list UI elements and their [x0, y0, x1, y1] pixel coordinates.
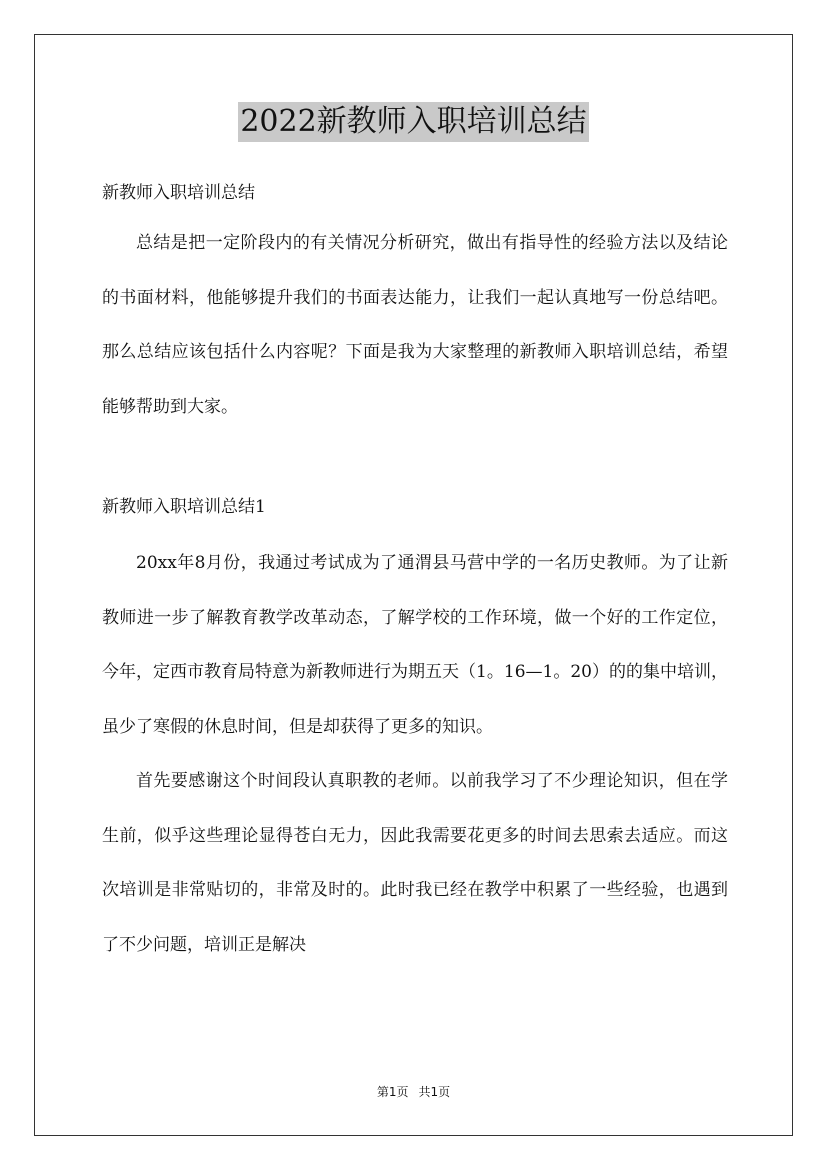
page-total: 共1页 — [418, 1085, 451, 1099]
section1-paragraph-2: 首先要感谢这个时间段认真职教的老师。以前我学习了不少理论知识，但在学生前，似乎这些理论显得苍白无力，因此我需要花更多的时间去思索去适应。而这次培训是非常贴切的，非常及时的。此时我已经在教学中积累了一些经验，也遇到了不少问题，培训正是解决 — [102, 771, 728, 955]
intro-heading: 新教师入职培训总结 — [102, 183, 255, 203]
document-title: 2022新教师入职培训总结 — [238, 102, 588, 142]
page-footer — [0, 1083, 827, 1100]
document-body — [102, 170, 728, 972]
section1-paragraph-1: 20xx年8月份，我通过考试成为了通渭县马营中学的一名历史教师。为了让新教师进一步了解教育教学改革动态，了解学校的工作环境，做一个好的工作定位，今年，定西市教育局特意为新教师进行为期五天（1。16—1。20）的的集中培训，虽少了寒假的休息时间，但是却获得了更多的知识。 — [102, 553, 728, 737]
intro-paragraph: 总结是把一定阶段内的有关情况分析研究，做出有指导性的经验方法以及结论的书面材料，他能够提升我们的书面表达能力，让我们一起认真地写一份总结吧。那么总结应该包括什么内容呢？下面是我为大家整理的新教师入职培训总结，希望能够帮助到大家。 — [102, 233, 728, 417]
section1-heading: 新教师入职培训总结1 — [102, 497, 266, 517]
page-number: 第1页 — [376, 1085, 409, 1099]
title-container — [0, 102, 827, 142]
section-spacer — [102, 434, 728, 484]
